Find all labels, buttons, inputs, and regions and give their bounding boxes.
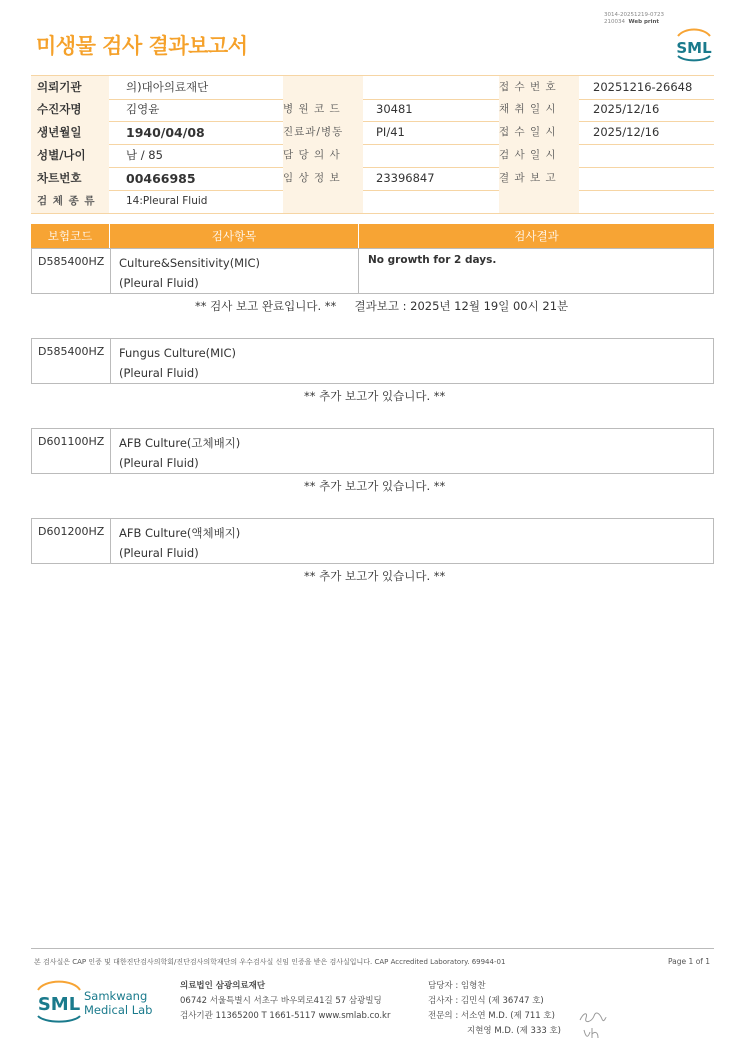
field-label-5-l3: [499, 190, 579, 213]
cert-statement: 본 검사실은 CAP 인증 및 대한진단검사의학회/진단검사의학재단의 우수검사실 신임 인증을 받은 검사실입니다. CAP Accredited Laboratory. 69944-01: [34, 958, 506, 966]
result-note: ** 추가 보고가 있습니다. **: [304, 389, 446, 403]
field-value-5-v3: [593, 190, 713, 213]
result-divider: [110, 429, 111, 473]
result-divider-2: [358, 249, 359, 293]
field-value-1-v3: 2025/12/16: [593, 102, 660, 116]
field-value-1-v2: 30481: [376, 102, 413, 116]
patient-info-row: [31, 144, 714, 168]
result-row: [31, 428, 714, 474]
patient-info-row: [31, 190, 714, 214]
result-code: D601200HZ: [38, 525, 105, 538]
field-value-0-v2: [376, 76, 496, 99]
logo-line1: Samkwang: [84, 989, 148, 1003]
patient-info-row: [31, 121, 714, 145]
results-header: [31, 224, 714, 248]
staff-label-1: 담당자 :: [428, 981, 459, 991]
samkwang-logo: [36, 980, 156, 1032]
field-label-5-l2: [283, 190, 363, 213]
field-label-0-l3: 접 수 번 호: [499, 81, 557, 93]
field-label-1-l1: 수진자명: [37, 102, 82, 116]
staff-value-1: 임형찬: [460, 981, 486, 991]
test-name-line1: Fungus Culture(MIC): [119, 346, 236, 360]
field-value-4-v1: 00466985: [126, 171, 196, 186]
signature-2: [582, 1026, 602, 1043]
test-name-line2: (Pleural Fluid): [119, 546, 199, 560]
staff-label-3: 전문의 :: [428, 1011, 459, 1021]
patient-info-row: [31, 167, 714, 191]
result-divider: [110, 519, 111, 563]
field-value-0-v3: 20251216-26648: [593, 80, 693, 94]
field-label-0-l2: [283, 76, 363, 99]
field-label-0-l1: 의뢰기관: [37, 80, 82, 94]
field-value-1-v1: 김영윤: [126, 102, 160, 116]
field-label-1-l3: 채 취 일 시: [499, 103, 557, 115]
report-title: 미생물 검사 결과보고서: [36, 34, 248, 58]
result-code: D585400HZ: [38, 345, 105, 358]
field-value-2-v3: 2025/12/16: [593, 125, 660, 139]
field-label-2-l3: 접 수 일 시: [499, 126, 557, 138]
test-name-line2: (Pleural Fluid): [119, 366, 199, 380]
field-label-4-l2: 임 상 정 보: [283, 172, 341, 184]
field-value-4-v3: [593, 167, 713, 190]
footer-divider: [31, 948, 714, 949]
result-row: [31, 518, 714, 564]
field-label-4-l3: 결 과 보 고: [499, 172, 557, 184]
print-code: [604, 12, 664, 26]
result-row: [31, 338, 714, 384]
field-label-3-l1: 성별/나이: [37, 148, 86, 162]
header-insurance-code: 보험코드: [47, 229, 93, 243]
result-test-name: [119, 523, 240, 563]
result-code: D585400HZ: [38, 255, 105, 268]
field-value-0-v1: 의)대아의료재단: [126, 80, 209, 94]
print-code-line2: 210034: [604, 19, 625, 25]
field-value-5-v2: [376, 190, 496, 213]
field-value-4-v2: 23396847: [376, 171, 435, 185]
header-test-item: 검사항목: [211, 229, 257, 243]
field-value-3-v1: 남 / 85: [126, 148, 163, 162]
field-value-2-v2: PI/41: [376, 125, 405, 139]
result-note: ** 추가 보고가 있습니다. **: [304, 569, 446, 583]
staff-label-2: 검사자 :: [428, 996, 459, 1006]
field-label-1-l2: 병 원 코 드: [283, 103, 341, 115]
result-test-name: [119, 343, 236, 383]
result-note: ** 추가 보고가 있습니다. **: [304, 479, 446, 493]
field-label-5-l1: 검 체 종 류: [37, 195, 96, 207]
page-number: Page 1 of 1: [668, 957, 711, 966]
field-label-2-l1: 생년월일: [37, 125, 82, 139]
field-label-4-l1: 차트번호: [37, 171, 82, 185]
org-info: [180, 979, 390, 1024]
result-test-name: [119, 253, 260, 293]
svg-text:SML: SML: [676, 39, 712, 57]
field-value-3-v3: [593, 144, 713, 167]
result-divider: [110, 339, 111, 383]
field-value-5-v1: 14:Pleural Fluid: [126, 195, 208, 207]
result-value: No growth for 2 days.: [368, 254, 497, 266]
field-label-2-l2: 진료과/병동: [283, 126, 344, 138]
field-value-2-v1: 1940/04/08: [126, 125, 205, 140]
header-test-result: 검사결과: [514, 229, 559, 243]
result-code: D601100HZ: [38, 435, 105, 448]
test-name-line1: AFB Culture(액체배지): [119, 526, 241, 540]
staff-value-3: 서소연 M.D. (제 711 호): [460, 1011, 555, 1021]
field-label-3-l2: 담 당 의 사: [283, 149, 341, 161]
result-row: [31, 248, 714, 294]
org-name: 의료법인 삼광의료재단: [180, 981, 266, 991]
logo-line2: Medical Lab: [84, 1003, 153, 1017]
staff-value-2: 김민식 (제 36747 호): [460, 996, 544, 1006]
field-value-3-v2: [376, 144, 496, 167]
test-name-line1: Culture&Sensitivity(MIC): [119, 256, 261, 270]
field-label-3-l3: 검 사 일 시: [499, 149, 557, 161]
print-code-line1: 3014-20251219-0723: [604, 12, 664, 18]
org-address: 06742 서울특별시 서초구 바우뫼로41길 57 삼광빌딩: [180, 996, 382, 1006]
logo-sml-text: SML: [37, 994, 81, 1015]
result-test-name: [119, 433, 240, 473]
patient-info-row: [31, 75, 714, 100]
test-name-line2: (Pleural Fluid): [119, 276, 199, 290]
result-note: ** 검사 보고 완료입니다. ** 결과보고 : 2025년 12월 19일 00시 21분: [195, 299, 569, 313]
patient-info-row: [31, 98, 714, 122]
signature-1: [578, 1010, 608, 1027]
staff-value-4: 지현영 M.D. (제 333 호): [467, 1026, 562, 1036]
test-name-line2: (Pleural Fluid): [119, 456, 199, 470]
test-name-line1: AFB Culture(고체배지): [119, 436, 241, 450]
web-print-label: Web print: [628, 19, 660, 25]
staff-info: [428, 979, 561, 1039]
sml-logo: [672, 26, 716, 60]
org-contact: 검사기관 11365200 T 1661-5117 www.smlab.co.kr: [180, 1011, 391, 1021]
result-divider: [110, 249, 111, 293]
